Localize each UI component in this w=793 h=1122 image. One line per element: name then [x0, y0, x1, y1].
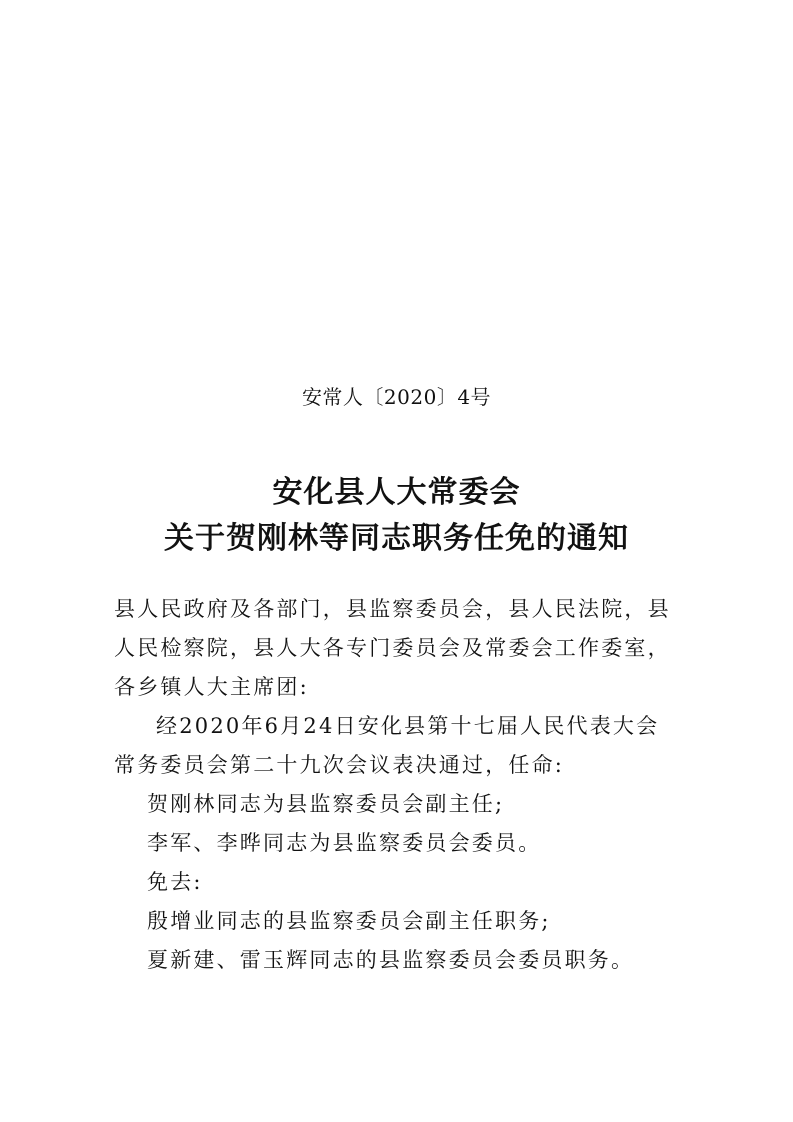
recipients-paragraph: 县人民政府及各部门，县监察委员会，县人民法院，县人民检察院，县人大各专门委员会及常委会工作委室，各乡镇人大主席团: [114, 597, 671, 699]
title-line-2: 关于贺刚林等同志职务任免的通知 [164, 521, 629, 556]
removal-heading: 免去: [147, 870, 203, 894]
document-number: 安常人〔2020〕4号 [301, 385, 492, 409]
intro-paragraph: 经2020年6月24日安化县第十七届人民代表大会常务委员会第二十九次会议表决通过，任命: [114, 714, 660, 777]
document-title [0, 470, 793, 562]
removal-item: 夏新建、雷玉辉同志的县监察委员会委员职务。 [147, 948, 635, 972]
appointment-item: 李军、李晔同志为县监察委员会委员。 [147, 831, 542, 855]
appointment-item: 贺刚林同志为县监察委员会副主任; [147, 792, 505, 816]
document-body [114, 590, 682, 980]
removal-item: 殷增业同志的县监察委员会副主任职务; [147, 909, 551, 933]
title-line-1: 安化县人大常委会 [272, 475, 521, 510]
